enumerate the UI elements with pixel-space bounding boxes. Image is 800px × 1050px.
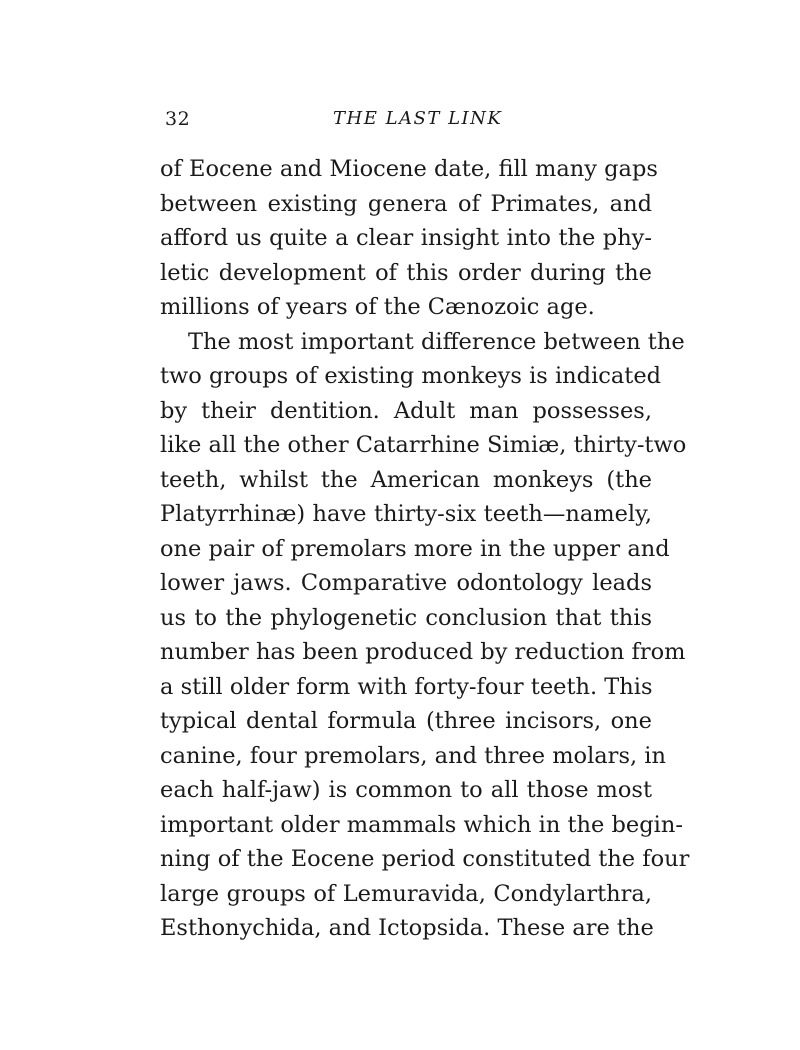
text-line: of Eocene and Miocene date, fill many gaps: [160, 156, 658, 182]
text-line: lower jaws. Comparative odontology leads: [160, 570, 652, 596]
text-line: ning of the Eocene period constituted the four: [160, 846, 690, 872]
page-number: 32: [165, 108, 191, 130]
running-title: THE LAST LINK: [333, 108, 503, 129]
text-line: The most important difference between the: [188, 328, 685, 355]
text-line: letic development of this order during the: [160, 259, 652, 286]
running-head: [165, 108, 655, 138]
text-line: between existing genera of Primates, and: [160, 190, 652, 217]
text-line: like all the other Catarrhine Simiæ, thirty-two: [160, 432, 687, 458]
paragraph: [160, 152, 658, 325]
text-line: a still older form with forty-four teeth. This: [160, 673, 653, 700]
text-line: teeth, whilst the American monkeys (the: [160, 466, 652, 493]
text-line: afford us quite a clear insight into the phy-: [160, 225, 652, 251]
text-line: Platyrrhinæ) have thirty-six teeth—namely,: [160, 501, 652, 527]
text-line: canine, four premolars, and three molars, in: [160, 742, 666, 769]
text-line: us to the phylogenetic conclusion that this: [160, 604, 652, 631]
body-text: [160, 152, 690, 946]
text-line: important older mammals which in the begin-: [160, 811, 683, 838]
text-line: large groups of Lemuravida, Condylarthra,: [160, 880, 652, 907]
text-line: by their dentition. Adult man possesses,: [160, 397, 652, 424]
text-line: typical dental formula (three incisors, one: [160, 708, 652, 734]
text-line: two groups of existing monkeys is indicated: [160, 363, 662, 389]
text-line: each half-jaw) is common to all those most: [160, 777, 652, 803]
text-line: Esthonychida, and Ictopsida. These are the: [160, 915, 654, 941]
text-line: number has been produced by reduction from: [160, 639, 686, 665]
paragraph: [160, 325, 690, 946]
text-line: millions of years of the Cænozoic age.: [160, 294, 595, 320]
text-line: one pair of premolars more in the upper and: [160, 535, 670, 562]
